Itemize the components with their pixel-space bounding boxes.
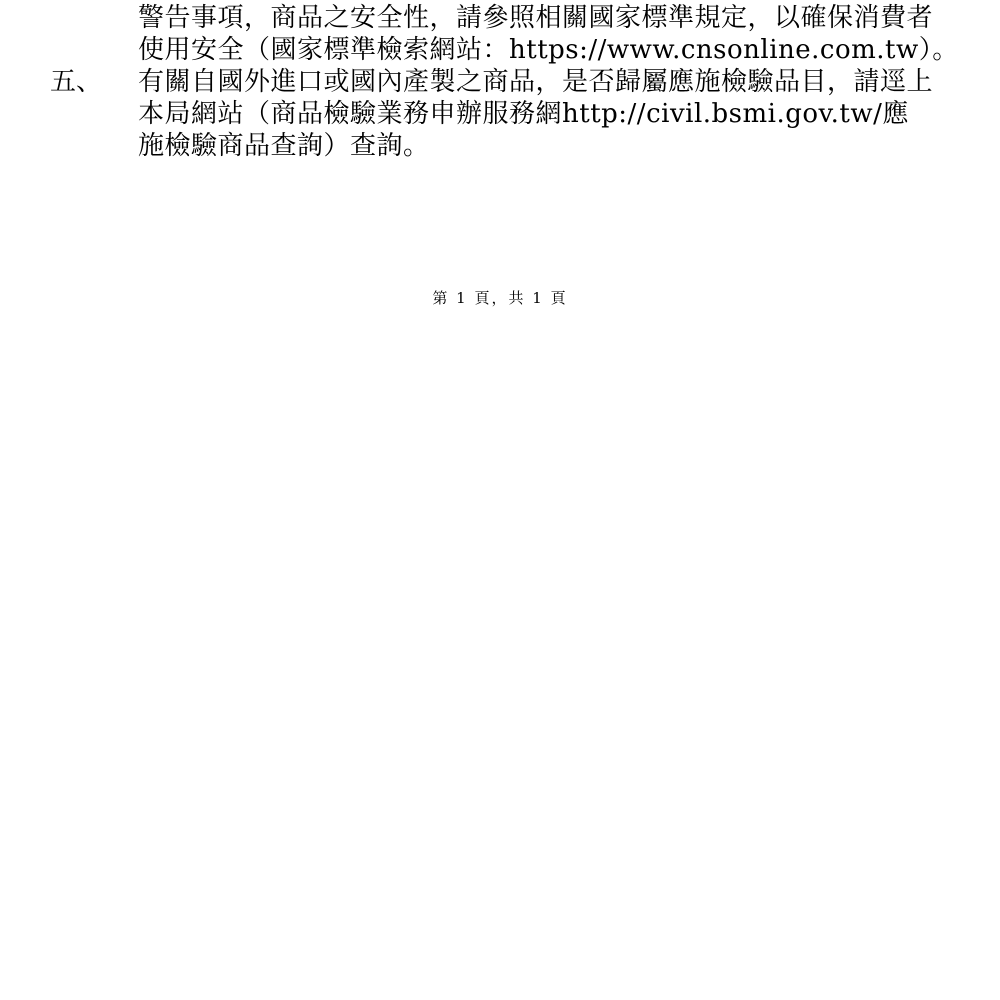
item5-text-line-3: 施檢驗商品查詢）查詢。 [138, 131, 430, 161]
item5-text-line-2: 本局網站（商品檢驗業務申辦服務網http://civil.bsmi.gov.tw/應 [138, 99, 909, 129]
item4-text-line-2: 使用安全（國家標準檢索網站：https://www.cnsonline.com.tw）。 [138, 35, 959, 65]
item5-marker: 五、 [50, 67, 103, 97]
page-number-footer: 第 1 頁，共 1 頁 [432, 289, 568, 307]
item5-text-line-1: 有關自國外進口或國內產製之商品，是否歸屬應施檢驗品目，請逕上 [138, 67, 934, 97]
item4-text-line-1: 警告事項，商品之安全性，請參照相關國家標準規定，以確保消費者 [138, 3, 934, 33]
